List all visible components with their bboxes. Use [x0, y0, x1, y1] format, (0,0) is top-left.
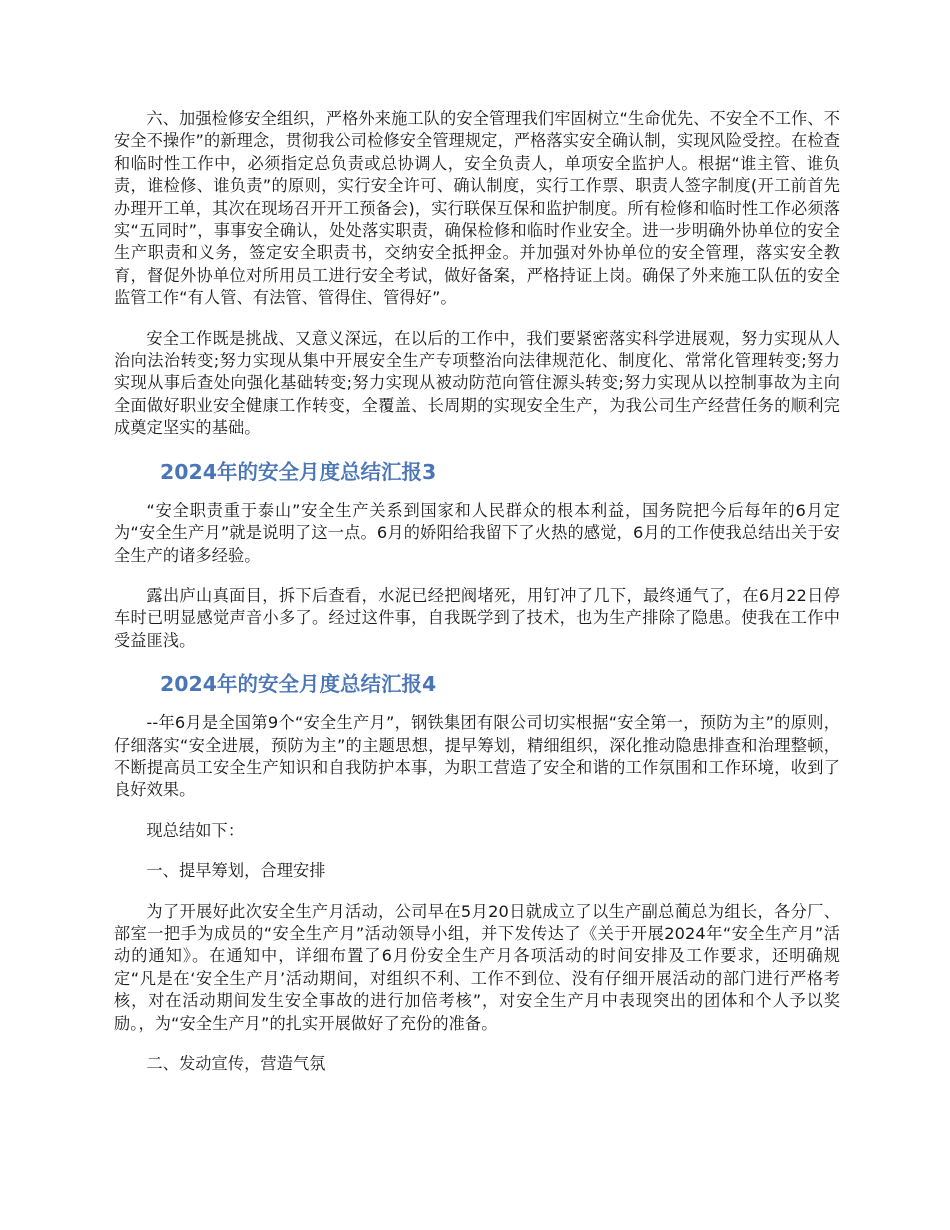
paragraph-item-1-title: 一、提早筹划，合理安排 — [146, 861, 326, 881]
paragraph-steel-group-intro: --年6月是全国第9个“安全生产月”，钢铁集团有限公司切实根据“安全第一，预防为主”的原则，仔细落实“安全进展，预防为主”的主题思想，提早筹划，精细组织，深化推动隐患排查和治理整顿，不断提高员工安全生产知识和自我防护本事，为职工营造了安全和谐的工作氛围和工作环境，收到了良好效果。 — [114, 713, 840, 800]
document-page — [114, 108, 840, 1093]
paragraph-valve-repair: 露出庐山真面目，拆下后查看，水泥已经把阀堵死，用钉冲了几下，最终通气了，在6月22日停车时已明显感觉声音小多了。经过这件事，自我既学到了技术，也为生产排除了隐患。使我在工作中受益匪浅。 — [114, 585, 840, 650]
paragraph-item-1-body: 为了开展好此次安全生产月活动，公司早在5月20日就成立了以生产副总蔺总为组长，各分厂、部室一把手为成员的“安全生产月”活动领导小组，并下发传达了《关于开展2024年“安全生产月”活动的通知》。在通知中，详细布置了6月份安全生产月各项活动的时间安排及工作要求，还明确规定“凡是在‘安全生产月’活动期间，对组织不利、工作不到位、没有仔细开展活动的部门进行严格考核，对在活动期间发生安全事故的进行加倍考核”，对安全生产月中表现突出的团体和个人予以奖励。，为“安全生产月”的扎实开展做好了充份的准备。 — [114, 901, 840, 1033]
paragraph-safety-outlook: 安全工作既是挑战、又意义深远，在以后的工作中，我们要紧密落实科学进展观，努力实现从人治向法治转变;努力实现从集中开展安全生产专项整治向法律规范化、制度化、常常化管理转变;努力实现从事后查处向强化基础转变;努力实现从被动防范向管住源头转变;努力实现从以控制事故为主向全面做好职业安全健康工作转变，全覆盖、长周期的实现安全生产，为我公司生产经营任务的顺利完成奠定坚实的基础。 — [114, 328, 840, 438]
paragraph-summary-lead: 现总结如下： — [146, 820, 245, 840]
section-heading-4: 2024年的安全月度总结汇报4 — [160, 672, 437, 697]
section-heading-3: 2024年的安全月度总结汇报3 — [160, 459, 437, 484]
paragraph-inspection-safety: 六、加强检修安全组织，严格外来施工队的安全管理我们牢固树立“生命优先、不安全不工作、不安全不操作”的新理念，贯彻我公司检修安全管理规定，严格落实安全确认制，实现风险受控。在检查和临时性工作中，必须指定总负责或总协调人，安全负责人，单项安全监护人。根据“谁主管、谁负责，谁检修、谁负责”的原则，实行安全许可、确认制度，实行工作票、职责人签字制度(开工前首先办理开工单，其次在现场召开开工预备会)，实行联保互保和监护制度。所有检修和临时性工作必须落实“五同时”，事事安全确认，处处落实职责，确保检修和临时作业安全。进一步明确外协单位的安全生产职责和义务，签定安全职责书，交纳安全抵押金。并加强对外协单位的安全管理，落实安全教育，督促外协单位对所用员工进行安全考试，做好备案，严格持证上岗。确保了外来施工队伍的安全监管工作“有人管、有法管、管得住、管得好”。 — [114, 109, 840, 308]
paragraph-safety-month-intro: “安全职责重于泰山”安全生产关系到国家和人民群众的根本利益，国务院把今后每年的6月定为“安全生产月”就是说明了这一点。6月的娇阳给我留下了火热的感觉，6月的工作使我总结出关于安全生产的诸多经验。 — [114, 500, 840, 565]
paragraph-item-2-title: 二、发动宣传，营造气氛 — [146, 1054, 326, 1073]
